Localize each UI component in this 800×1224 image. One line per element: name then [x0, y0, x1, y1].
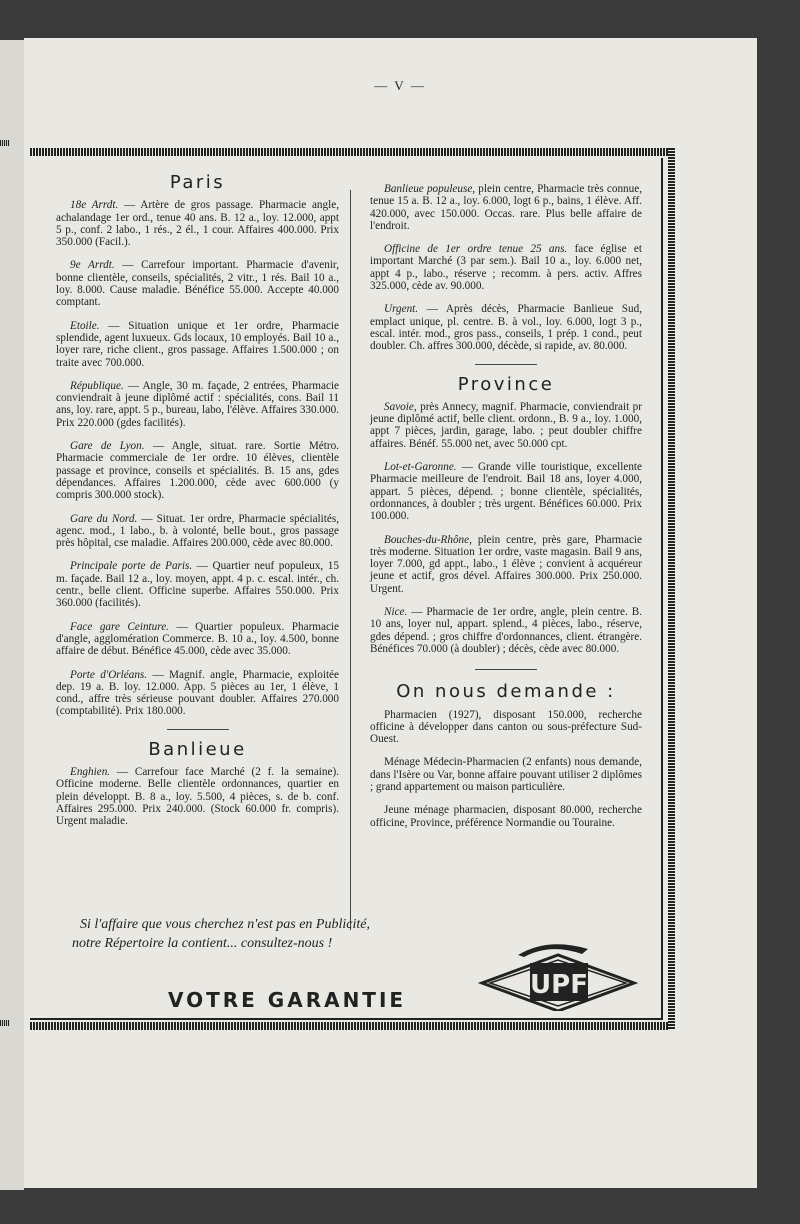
- listing-label: Bouches-du-Rhône,: [384, 533, 472, 546]
- listing-label: 9e Arrdt.: [70, 259, 115, 272]
- listing-text: plein centre, Pharmacie très connue, tenue 15 a. B. 12 a., loy. 6.000, logt 6 p., bains, 1 élève. Aff. 420.000, avec 150.000. Occas. rare. Plus belle affaire de l'endroit.: [370, 183, 642, 232]
- listing-label: Officine de 1er ordre tenue 25 ans.: [384, 243, 568, 256]
- left-column: [56, 172, 340, 838]
- listing-text: — Quartier neuf populeux, 15 m. façade. Bail 12 a., loy. moyen, appt. 4 p. c. escal. intér., ch. centr., belle client. Officine superbe. Affaires 550.000. Prix 360.000 (facilités).: [56, 560, 339, 610]
- listing-label: 18e Arrdt.: [70, 199, 119, 212]
- listing-entry: Jeune ménage pharmacien, disposant 80.000, recherche officine, Province, préférence Normandie ou Touraine.: [370, 804, 642, 829]
- listing-label: Urgent.: [384, 303, 419, 316]
- logo-lettering: UPF: [530, 970, 588, 1000]
- listing-text: face église et important Marché (3 par sem.). Bail 10 a., loy. 6.000 net, appt 4 p., labo., réserve ; recomm. à pers. activ. Affres 325.000, cède av. 90.000.: [370, 243, 642, 293]
- demande-heading: On nous demande :: [396, 681, 616, 703]
- banlieue-continued-listings: [370, 183, 642, 353]
- paris-heading: Paris: [169, 172, 226, 193]
- listing-entry: [56, 199, 339, 248]
- province-listings: [370, 401, 642, 655]
- listing-text: — Angle, situat. rare. Sortie Métro. Pharmacie commerciale de 1er ordre. 10 élèves, clientèle passage et province, conseils et spécialités. B. 15 ans, gdes dépendances. Affaires 1.200.000, cède avec 600.000 (y compris 300.000 stock).: [56, 440, 339, 502]
- listing-text: — Carrefour face Marché (2 f. la semaine). Officine moderne. Belle clientèle ordonnances, quartier en plein développt. B. 8 a., loy. 5.500, 4 pièces, s. de b. conf. Affaires 295.000. Prix 240.000. (Stock 60.000 fr. compris). Urgent maladie.: [56, 765, 339, 828]
- listing-entry: [370, 401, 642, 450]
- listing-entry: [370, 243, 642, 292]
- province-heading: Province: [457, 373, 555, 395]
- listing-entry: [56, 766, 339, 827]
- listing-text: — Artère de gros passage. Pharmacie angle, achalandage 1er ord., tenue 40 ans. B. 12 a., loy. 12.000, appt 5 p., conf. 2 labo., 1 rés., 2 él., 1 cour. Affaires 400.000. Prix 350.000 (Facil.).: [56, 199, 339, 249]
- demande-listings: [370, 709, 642, 829]
- listing-text: près Annecy, magnif. Pharmacie, conviendrait pr jeune diplômé actif, belle client. ordonn., B. 9 a., loy. 1.000, appt 7 pièces, jardin, garage, labo. ; peut doubler chiffre affaires. Bénéf. 55.000 net, avec 50.000 cpt.: [370, 400, 642, 450]
- listing-label: Porte d'Orléans.: [70, 668, 148, 681]
- listing-text: — Situat. 1er ordre, Pharmacie spécialités, agenc. mod., 1 labo., b. à volonté, belle bout., gros passage près hôpital, cse maladie. Affaires 200.000, cède avec 80.000.: [56, 512, 339, 550]
- listing-label: Etoile.: [70, 319, 100, 332]
- paris-listings: [56, 199, 339, 717]
- listing-entry: [56, 320, 339, 369]
- section-divider: [475, 364, 537, 365]
- frame-top-bar: [30, 148, 675, 156]
- upf-logo: [478, 935, 638, 1011]
- listing-text: — Carrefour important. Pharmacie d'avenir, bonne clientèle, conseils, spécialités, 2 vitr., 1 rés. Bail 10 a., loy. 8.000. Cause maladie. Bénéfice 55.000. Accepte 40.000 comptant.: [56, 259, 340, 309]
- banlieue-heading: Banlieue: [148, 738, 247, 760]
- frame-right-bar: [668, 148, 675, 1030]
- listing-label: Lot-et-Garonne.: [384, 461, 457, 474]
- advert-line-1: Si l'affaire que vous cherchez n'est pas en Publicité,: [80, 917, 370, 932]
- listing-text: — Après décès, Pharmacie Banlieue Sud, emplact unique, pl. centre. B. à vol., loy. 6.000, logt 3 p., escal. intér. mod., gros pass., conseils, 1 prép. 1 cond., peut doubler. Ch. affres 300.000, décède, si rapide, av. 80.000.: [370, 303, 642, 353]
- frame-bottom-bar: [30, 1022, 675, 1030]
- listing-text: — Grande ville touristique, excellente Pharmacie meilleure de l'endroit. Bail 18 ans, loyer 4.000, appart. 5 pièces, dépend. ; bonne clientèle, spécialités, ordonnances, à doubler ; très urgent. Bénéfices 60.000. Prix 100.000.: [370, 461, 642, 523]
- listing-label: République.: [70, 379, 124, 392]
- listing-text: — Situation unique et 1er ordre, Pharmacie splendide, agent luxueux. Gds locaux, 10 employés. Bail 10 a., loyer rare, riche client., gros passage. Affaires 1.500.000 ; on traite avec 700.000.: [56, 319, 339, 369]
- advert-line-2: notre Répertoire la contient... consultez-nous !: [72, 936, 333, 951]
- listing-label: Gare du Nord.: [70, 512, 138, 525]
- listing-entry: [370, 183, 642, 232]
- listing-text: — Angle, 30 m. façade, 2 entrées, Pharmacie conviendrait à jeune diplômé actif : spécialités, cons. Bail 11 ans, loy. rare, appt. 5 p., bureau, labo, l'élève. Affaires 330.000. Prix 220.000 (gdes facilités).: [56, 379, 340, 429]
- banlieue-listings: [56, 766, 339, 827]
- listing-entry: Pharmacien (1927), disposant 150.000, recherche officine à développer dans canton ou sous-préfecture Sud-Ouest.: [370, 708, 642, 746]
- listing-entry: [56, 380, 339, 429]
- listing-label: Gare de Lyon.: [70, 440, 145, 453]
- listing-entry: Ménage Médecin-Pharmacien (2 enfants) nous demande, dans l'Isère ou Var, bonne affaire pouvant utiliser 2 diplômes ; grand appartement ou maison particulière.: [370, 756, 642, 793]
- listing-entry: [56, 440, 339, 501]
- listing-entry: [370, 303, 642, 352]
- section-divider: [167, 729, 229, 730]
- listing-entry: [56, 513, 339, 550]
- listing-entry: [370, 606, 642, 655]
- listing-text: plein centre, près gare, Pharmacie très moderne. Situation 1er ordre, vaste magasin. Bail 9 ans, loyer 7.000, gd appt., labo., 1 élève ; convient à acquéreur jeune et actif, gros dével. Affaires 300.000. Prix 250.000. Urgent.: [370, 533, 642, 595]
- listing-label: Enghien.: [70, 765, 111, 778]
- listing-label: Face gare Ceinture.: [70, 620, 169, 633]
- section-divider: [475, 669, 537, 670]
- listing-entry: [56, 560, 339, 609]
- column-divider: [350, 190, 351, 930]
- listing-label: Nice.: [384, 606, 408, 619]
- binding-edge: [0, 120, 10, 1020]
- listing-label: Principale porte de Paris.: [70, 560, 193, 573]
- advert-block: [72, 915, 370, 953]
- page-folio: — V —: [374, 78, 426, 93]
- listing-text: — Pharmacie de 1er ordre, angle, plein centre. B. 10 ans, loyer nul, appart. splend., 4 pièces, labo., réserve, gdes dépend. ; gros chiffre d'ordonnances, client. étrangère. Bénéfices 70.000 (à doubler) ; décès, cède avec 80.000.: [370, 606, 643, 655]
- right-column: [370, 183, 642, 840]
- listing-label: Savoie,: [384, 400, 417, 413]
- listing-entry: [56, 669, 339, 718]
- listing-entry: [56, 259, 339, 308]
- listing-text: — Magnif. angle, Pharmacie, exploitée dep. 19 a. B. loy. 12.000. App. 5 pièces au 1er, 1 élève, 1 cond., affre très sérieuse pouvant doubler. Affaires 270.000 (comptabilité). Prix 180.000.: [56, 668, 339, 718]
- guarantee-title: VOTRE GARANTIE: [168, 988, 407, 1012]
- listing-label: Banlieue populeuse,: [384, 183, 476, 195]
- listing-entry: [370, 534, 642, 595]
- listing-entry: [56, 621, 339, 658]
- listing-entry: [370, 461, 642, 522]
- listing-text: — Quartier populeux. Pharmacie d'angle, agglomération Commerce. B. 10 a., loy. 4.500, bonne affaire de début. Bénéfice 45.000, cède avec 35.000.: [56, 620, 339, 658]
